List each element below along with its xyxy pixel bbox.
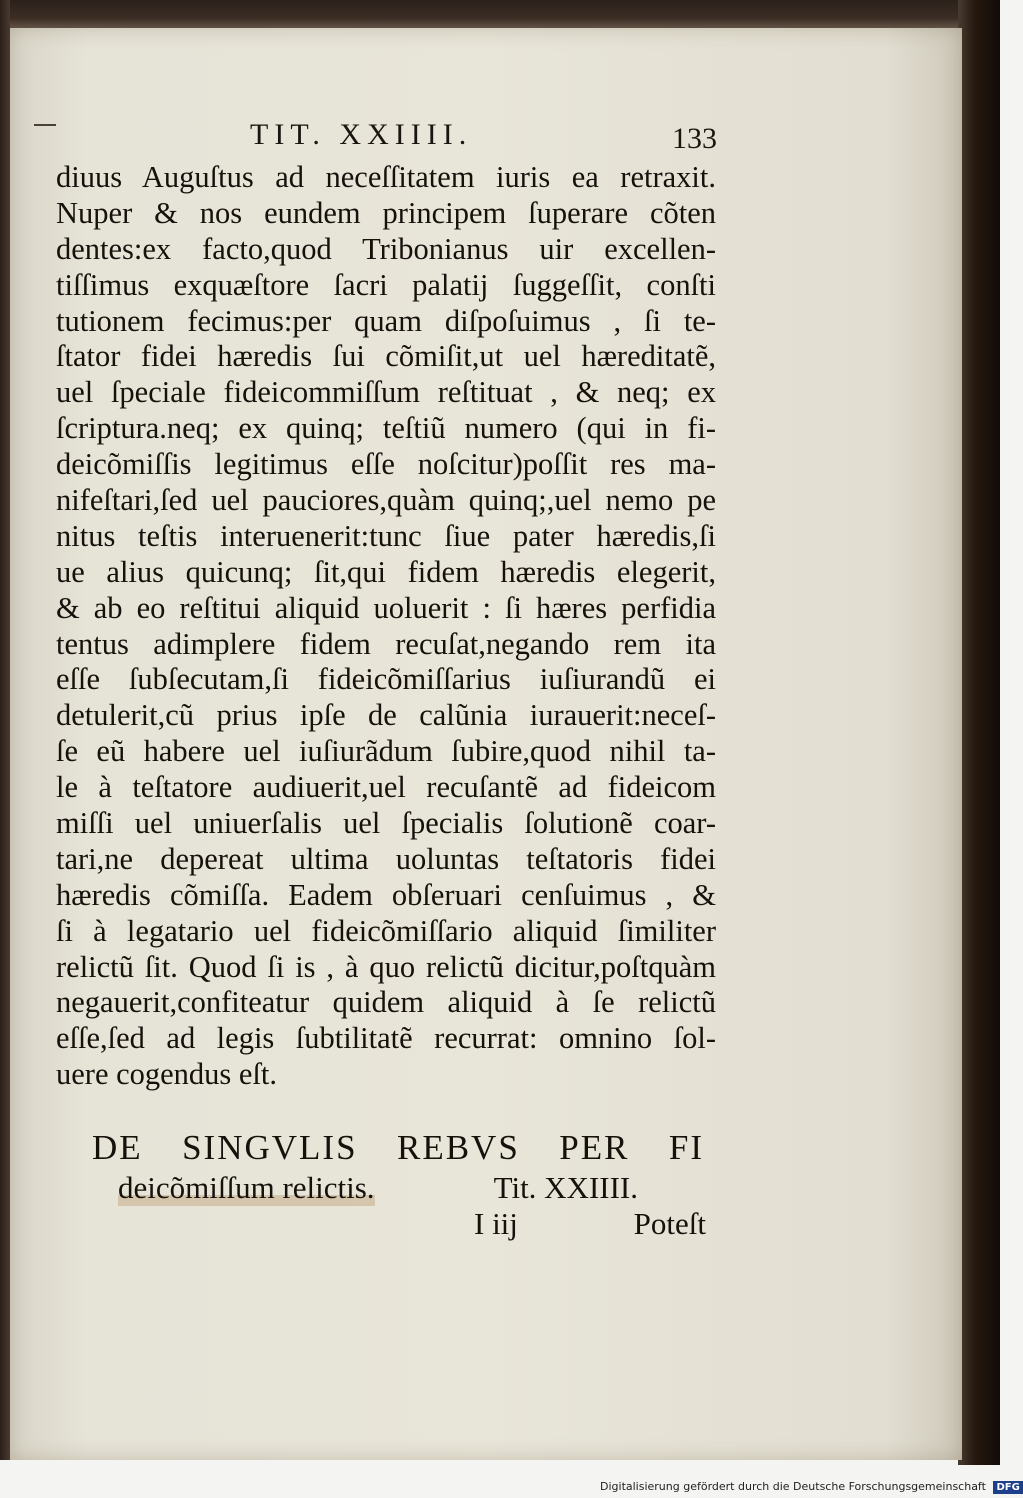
text-line: miſſi uel uniuerſalis uel ſpecialis ſolutionẽ coar- xyxy=(56,806,716,841)
section-subheading xyxy=(118,1170,638,1206)
body-text xyxy=(56,160,716,1093)
text-line: ſi à legatario uel fideicõmiſſario aliquid ſimiliter xyxy=(56,913,716,948)
text-line: uere cogendus eſt. xyxy=(56,1057,278,1092)
catchword: Poteſt xyxy=(633,1206,706,1241)
text-line: tutionem fecimus:per quam diſpoſuimus , ſi te- xyxy=(56,303,716,338)
section-subheading-text: deicõmiſſum relictis. xyxy=(118,1170,375,1205)
credit-text: Digitalisierung gefördert durch die Deutsche Forschungsgemeinschaft xyxy=(600,1480,986,1493)
text-line: uel ſpeciale fideicommiſſum reſtituat , & neq; ex xyxy=(56,375,716,410)
book-top-edge xyxy=(0,0,1000,30)
text-line: tiſſimus exquæſtore ſacri palatij ſuggeſſit, conſti xyxy=(56,267,716,302)
margin-mark xyxy=(34,124,56,126)
text-line: tentus adimplere fidem recuſat,negando rem ita xyxy=(56,626,716,661)
text-line: negauerit,confiteatur quidem aliquid à ſe relictũ xyxy=(56,985,716,1020)
text-line: eſſe ſubſecutam,ſi fideicõmiſſarius iuſiurandũ ei xyxy=(56,662,716,697)
text-line: ſcriptura.neq; ex quinq; teſtiũ numero (qui in fi- xyxy=(56,411,716,446)
text-line: eſſe,ſed ad legis ſubtilitatẽ recurrat: omnino ſol- xyxy=(56,1021,716,1056)
text-line: dentes:ex facto,quod Tribonianus uir excellen- xyxy=(56,231,716,266)
text-line: ſe eũ habere uel iuſiurãdum ſubire,quod nihil ta- xyxy=(56,734,716,769)
text-line: deicõmiſſis legitimus eſſe noſcitur)poſſit res ma- xyxy=(56,447,716,482)
section-title-number: Tit. XXIIII. xyxy=(493,1170,638,1205)
signature-mark: I iij xyxy=(474,1206,518,1241)
text-line: ſtator fidei hæredis ſui cõmiſit,ut uel hæreditatẽ, xyxy=(56,339,716,374)
text-line: nitus teſtis interuenerit:tunc ſiue pater hæredis,ſi xyxy=(56,518,716,553)
text-line: tari,ne depereat ultima uoluntas teſtatoris fidei xyxy=(56,841,716,876)
funding-credit xyxy=(600,1480,1023,1494)
catchline xyxy=(474,1206,706,1242)
section-heading: DE SINGVLIS REBVS PER FI xyxy=(92,1128,704,1167)
book-left-edge xyxy=(0,0,10,1460)
text-line: detulerit,cũ prius ipſe de calũnia iurauerit:neceſ- xyxy=(56,698,716,733)
dfg-logo: DFG xyxy=(993,1481,1022,1494)
text-line: diuus Auguſtus ad neceſſitatem iuris ea retraxit. xyxy=(56,160,716,194)
text-line: le à teſtatore audiuerit,uel recuſantẽ ad fideicom xyxy=(56,770,716,805)
book-spine xyxy=(958,0,1000,1465)
text-line: & ab eo reſtitui aliquid uoluerit : ſi hæres perfidia xyxy=(56,590,716,625)
text-line: relictũ ſit. Quod ſi is , à quo relictũ dicitur,poſtquàm xyxy=(56,949,716,984)
text-line: hæredis cõmiſſa. Eadem obſeruari cenſuimus , & xyxy=(56,877,716,912)
running-head: TIT. XXIIII. xyxy=(250,118,473,151)
page-number: 133 xyxy=(672,122,717,155)
text-line: nifeſtari,ſed uel pauciores,quàm quinq;,uel nemo pe xyxy=(56,483,716,518)
text-line: ue alius quicunq; ſit,qui fidem hæredis elegerit, xyxy=(56,554,716,589)
text-line: Nuper & nos eundem principem ſuperare cõten xyxy=(56,195,716,230)
